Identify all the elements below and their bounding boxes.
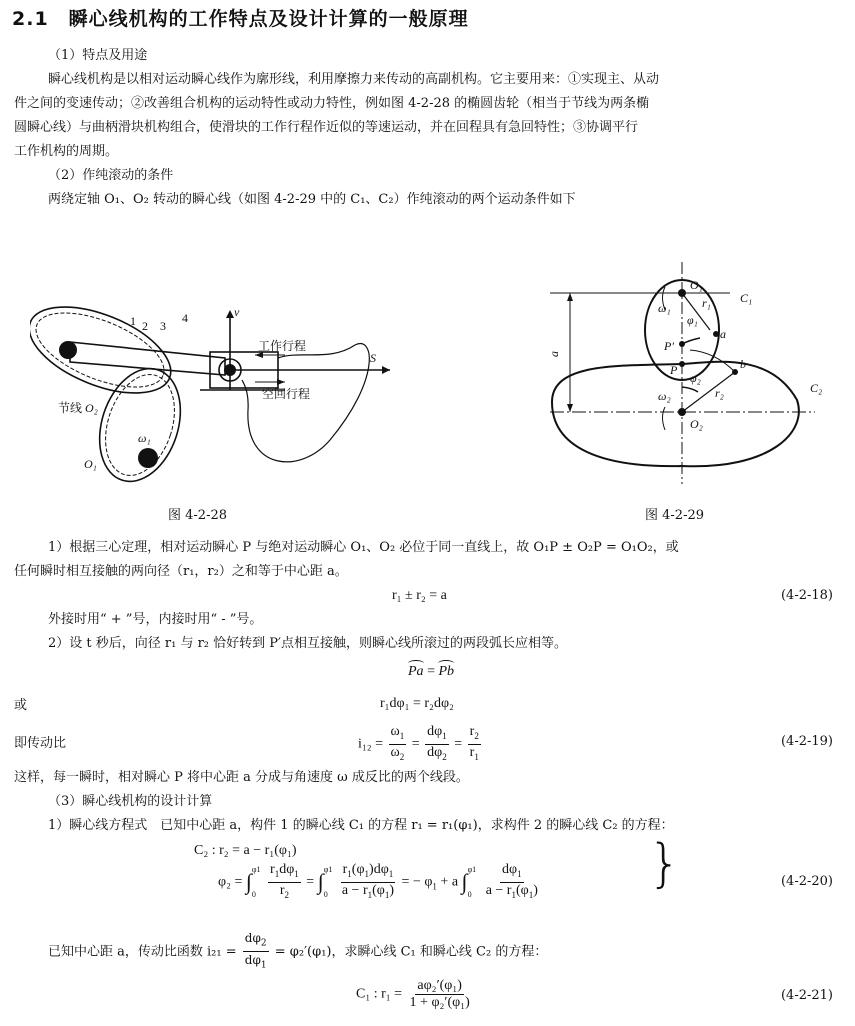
- differential-equation: r₁dφ₁ = r₂dφ₂: [380, 696, 454, 711]
- part1-line2: 件之间的变速传动；②改善组合机构的运动特性或动力特性，例如图 4-2-28 的椭圆齿轮（相当于节线为两条椭: [14, 96, 650, 111]
- label-r2: r₂: [715, 386, 724, 400]
- equation-4-2-19: i₁₂ = $\frac{\omega_1}{\omega_2}$ = $\frac{d\varphi_1}{d\varphi_2}$ = $\frac{r_2}{r_1}$: [358, 724, 479, 762]
- section-title: [12, 4, 469, 31]
- label-3: 3: [160, 319, 166, 333]
- arc-pb: Pb: [438, 664, 455, 679]
- cond1-line2: 任何瞬时相互接触的两向径（r₁，r₂）之和等于中心距 a。: [14, 564, 348, 579]
- label-1: 1: [130, 314, 136, 328]
- label-v: v: [234, 305, 240, 319]
- label-p: P: [670, 363, 678, 377]
- label-r1: r₁: [702, 296, 711, 310]
- label-omega1: ω₁: [658, 301, 671, 315]
- equation-number-4-2-21: (4-2-21): [780, 988, 833, 1003]
- label-o2: O₂: [690, 417, 703, 431]
- lower-elliptical-gear: [86, 358, 194, 492]
- part3-line2: 已知中心距 a，传动比函数 i₂₁ = $\frac{d\varphi_2}{d\varphi_1}$ = φ₂′(φ₁)，求瞬心线 C₁ 和瞬心线 C₂ 的方程：: [48, 931, 548, 971]
- equation-c2: C₂ : r₂ = a − r₁(φ₁): [194, 843, 297, 858]
- equation-number-4-2-19: (4-2-19): [780, 734, 833, 749]
- label-o1: O₁: [84, 457, 97, 471]
- label-point-a: a: [720, 327, 726, 341]
- part1-heading: （1）特点及用途: [48, 48, 148, 63]
- part3-heading: （3）瞬心线机构的设计计算: [48, 794, 213, 809]
- equation-phi2: φ₂ = ∫ φ1 0 $\frac{r_1d\varphi_1}{r_2}$ = ∫ φ1 0 $\frac{r_1(\varphi_1)d\varphi_1}{a - r_1(\varphi_1)}$ = − $\varphi_1 + a$ ∫ φ1 0 $\frac{d\varphi_1}{a - r_1(\varphi_1)}$: [218, 862, 538, 900]
- cond2-summary: 这样，每一瞬时，相对瞬心 P 将中心距 a 分成与角速度 ω 成反比的两个线段。: [14, 770, 469, 785]
- label-o2: O₂: [85, 401, 98, 415]
- transmission-ratio-label: 即传动比: [14, 736, 67, 751]
- centrode-c2: [552, 362, 799, 467]
- part2-heading: （2）作纯滚动的条件: [48, 168, 174, 183]
- or-label: 或: [14, 698, 28, 713]
- equation-number-4-2-18: (4-2-18): [780, 588, 833, 603]
- section-number: 2.1: [12, 8, 49, 30]
- label-omega2: ω₂: [658, 389, 671, 403]
- cond2-line1: 2）设 t 秒后，向径 r₁ 与 r₂ 恰好转到 P′点相互接触，则瞬心线所滚过的两段弧长应相等。: [48, 636, 567, 651]
- label-c1: C₁: [740, 291, 753, 305]
- part2-intro: 两绕定轴 O₁、O₂ 转动的瞬心线（如图 4-2-29 中的 C₁、C₂）作纯滚动的两个运动条件如下: [48, 192, 576, 207]
- label-point-b: b: [740, 357, 746, 371]
- label-work-stroke: 工作行程: [258, 339, 307, 353]
- figure-4-2-29: [540, 262, 855, 502]
- arc-length-equation: Pa = Pb: [408, 664, 455, 679]
- label-4: 4: [182, 311, 188, 325]
- equation-4-2-18: r₁ ± r₂ = a: [392, 588, 447, 603]
- label-phi1: φ₁: [687, 313, 698, 327]
- part1-line1: 瞬心线机构是以相对运动瞬心线作为廓形线，利用摩擦力来传动的高副机构。它主要用来：①实现主、从动: [48, 72, 660, 87]
- label-2: 2: [142, 319, 148, 333]
- cond1-note: 外接时用“ + ”号，内接时用“ - ”号。: [48, 612, 263, 627]
- figure-4-2-29-caption: 图 4-2-29: [645, 508, 705, 523]
- label-pitch-line: 节线: [58, 401, 83, 415]
- velocity-curve: [242, 344, 369, 462]
- label-c2: C₂: [810, 381, 823, 395]
- label-s: S: [370, 351, 376, 365]
- label-omega1: ω₁: [138, 431, 151, 445]
- figure-4-2-28-caption: 图 4-2-28: [168, 508, 228, 523]
- part1-line3: 圆瞬心线）与曲柄滑块机构组合，使滑块的工作行程作近似的等速运动，并在回程具有急回特性；③协调平行: [14, 120, 639, 135]
- label-phi2: φ₂: [690, 371, 701, 385]
- equation-4-2-21: C₁ : r₁ = $\frac{\text{aφ₂′(φ₁)}}{\text{1 + φ₂′(φ₁)}}$: [356, 978, 470, 1010]
- section-title-text: 瞬心线机构的工作特点及设计计算的一般原理: [68, 8, 469, 30]
- equation-number-4-2-20: (4-2-20): [780, 874, 833, 889]
- label-p-prime: P′: [664, 339, 674, 353]
- part3-line1: 1）瞬心线方程式 已知中心距 a，构件 1 的瞬心线 C₁ 的方程 r₁ = r₁(φ₁)，求构件 2 的瞬心线 C₂ 的方程：: [48, 818, 674, 833]
- label-o1: O₁: [690, 278, 703, 292]
- equation-brace: }: [648, 834, 682, 894]
- label-return-stroke: 空回行程: [262, 387, 311, 401]
- cond1-line1: 1）根据三心定理，相对运动瞬心 P 与绝对运动瞬心 O₁、O₂ 必位于同一直线上，故 O₁P ± O₂P = O₁O₂，或: [48, 540, 679, 555]
- figure-4-2-28: [30, 300, 420, 500]
- arc-pa: Pa: [408, 664, 424, 679]
- label-center-distance: a: [547, 351, 561, 357]
- connecting-rod: [70, 342, 225, 375]
- part1-line4: 工作机构的周期。: [14, 144, 119, 159]
